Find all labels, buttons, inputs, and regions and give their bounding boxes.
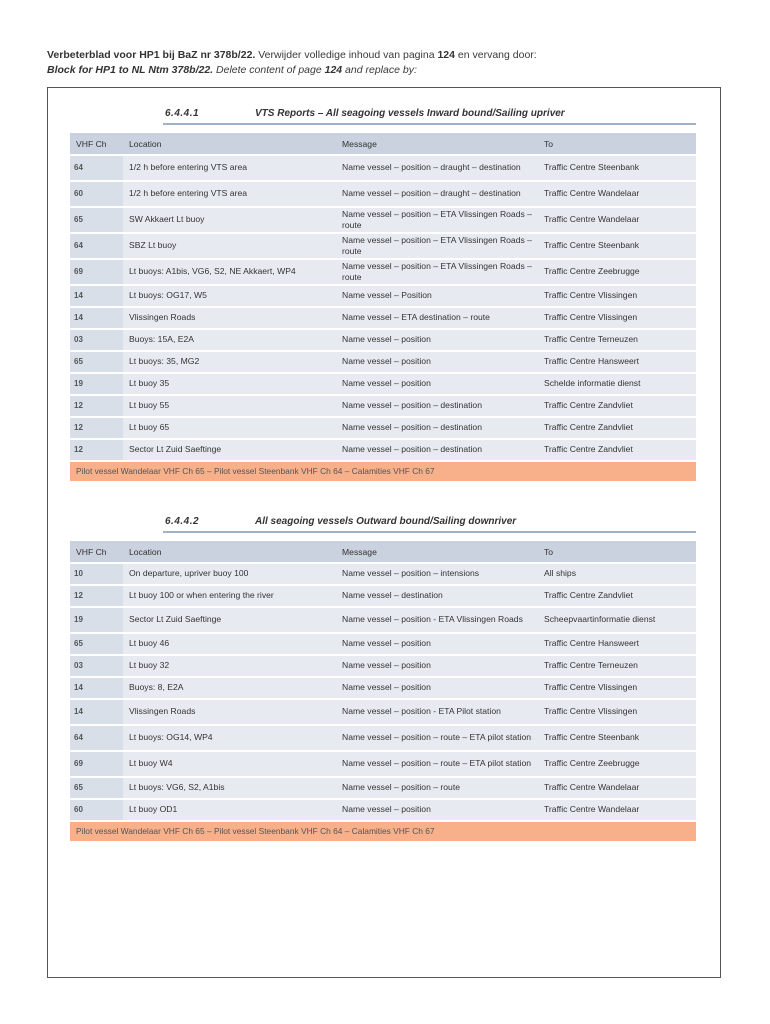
recipient-cell: Traffic Centre Zandvliet <box>538 586 696 608</box>
location-cell: Lt buoy 46 <box>123 634 336 656</box>
recipient-cell: All ships <box>538 564 696 586</box>
message-cell: Name vessel – ETA destination – route <box>336 308 538 330</box>
table-row <box>70 396 696 418</box>
table-row <box>70 440 696 462</box>
section-title-text: All seagoing vessels Outward bound/Sailing downriver <box>255 516 517 527</box>
header-english-text: Delete content of page <box>213 64 325 76</box>
message-cell: Name vessel – position <box>336 656 538 678</box>
recipient-cell: Traffic Centre Wandelaar <box>538 182 696 208</box>
vhf-channel-cell: 14 <box>70 308 123 330</box>
table-row <box>70 608 696 634</box>
recipient-cell: Schelde informatie dienst <box>538 374 696 396</box>
message-cell: Name vessel – position <box>336 374 538 396</box>
location-cell: Lt buoys: OG17, W5 <box>123 286 336 308</box>
recipient-cell: Traffic Centre Hansweert <box>538 352 696 374</box>
message-cell: Name vessel – position – destination <box>336 418 538 440</box>
col-header-to: To <box>538 541 696 564</box>
message-cell: Name vessel – position <box>336 352 538 374</box>
message-cell: Name vessel – position – destination <box>336 440 538 462</box>
table-row <box>70 586 696 608</box>
message-cell: Name vessel – position – draught – destination <box>336 156 538 182</box>
table-row <box>70 182 696 208</box>
table-row <box>70 234 696 260</box>
table-row <box>70 208 696 234</box>
table-row <box>70 374 696 396</box>
recipient-cell: Traffic Centre Terneuzen <box>538 330 696 352</box>
table-row <box>70 778 696 800</box>
vhf-channel-cell: 12 <box>70 440 123 462</box>
vhf-channel-cell: 69 <box>70 260 123 286</box>
header-dutch-end: en vervang door: <box>454 49 537 61</box>
location-cell: Sector Lt Zuid Saeftinge <box>123 440 336 462</box>
table-row <box>70 286 696 308</box>
recipient-cell: Traffic Centre Zandvliet <box>538 440 696 462</box>
location-cell: SBZ Lt buoy <box>123 234 336 260</box>
table-row <box>70 418 696 440</box>
recipient-cell: Traffic Centre Steenbank <box>538 156 696 182</box>
header-english-page: 124 <box>324 64 343 76</box>
table-header-row <box>70 541 696 564</box>
message-cell: Name vessel – position – ETA Vlissingen Roads – route <box>336 260 538 286</box>
header-english-bold: Block for HP1 to NL Ntm 378b/22. <box>47 64 214 76</box>
message-cell: Name vessel – position – route <box>336 778 538 800</box>
pilot-calamities-note: Pilot vessel Wandelaar VHF Ch 65 – Pilot vessel Steenbank VHF Ch 64 – Calamities VHF Ch 67 <box>70 462 696 483</box>
message-cell: Name vessel – position – destination <box>336 396 538 418</box>
recipient-cell: Traffic Centre Zandvliet <box>538 396 696 418</box>
location-cell: On departure, upriver buoy 100 <box>123 564 336 586</box>
location-cell: Lt buoy OD1 <box>123 800 336 822</box>
recipient-cell: Traffic Centre Vlissingen <box>538 678 696 700</box>
recipient-cell: Traffic Centre Wandelaar <box>538 778 696 800</box>
vhf-channel-cell: 60 <box>70 800 123 822</box>
location-cell: 1/2 h before entering VTS area <box>123 182 336 208</box>
vhf-channel-cell: 19 <box>70 608 123 634</box>
vhf-channel-cell: 03 <box>70 330 123 352</box>
message-cell: Name vessel – destination <box>336 586 538 608</box>
vhf-channel-cell: 03 <box>70 656 123 678</box>
col-header-vhf: VHF Ch <box>70 133 123 156</box>
message-cell: Name vessel – position - ETA Pilot station <box>336 700 538 726</box>
vhf-channel-cell: 14 <box>70 286 123 308</box>
col-header-to: To <box>538 133 696 156</box>
table-row <box>70 308 696 330</box>
section-title-inbound <box>163 107 696 125</box>
recipient-cell: Scheepvaartinformatie dienst <box>538 608 696 634</box>
vhf-channel-cell: 12 <box>70 586 123 608</box>
location-cell: Lt buoy 65 <box>123 418 336 440</box>
header-dutch-page: 124 <box>437 49 455 61</box>
message-cell: Name vessel – position – route – ETA pilot station <box>336 752 538 778</box>
table-row <box>70 726 696 752</box>
message-cell: Name vessel – position - ETA Vlissingen Roads <box>336 608 538 634</box>
col-header-location: Location <box>123 133 336 156</box>
recipient-cell: Traffic Centre Steenbank <box>538 234 696 260</box>
recipient-cell: Traffic Centre Zandvliet <box>538 418 696 440</box>
location-cell: Lt buoy W4 <box>123 752 336 778</box>
table-row <box>70 800 696 822</box>
recipient-cell: Traffic Centre Steenbank <box>538 726 696 752</box>
recipient-cell: Traffic Centre Vlissingen <box>538 308 696 330</box>
location-cell: Buoys: 15A, E2A <box>123 330 336 352</box>
vhf-channel-cell: 65 <box>70 352 123 374</box>
location-cell: Lt buoy 55 <box>123 396 336 418</box>
vhf-channel-cell: 14 <box>70 678 123 700</box>
table-row <box>70 656 696 678</box>
location-cell: Sector Lt Zuid Saeftinge <box>123 608 336 634</box>
recipient-cell: Traffic Centre Wandelaar <box>538 208 696 234</box>
vts-outbound-table <box>70 541 696 843</box>
recipient-cell: Traffic Centre Vlissingen <box>538 700 696 726</box>
vhf-channel-cell: 65 <box>70 634 123 656</box>
location-cell: Buoys: 8, E2A <box>123 678 336 700</box>
message-cell: Name vessel – position – route – ETA pilot station <box>336 726 538 752</box>
vhf-channel-cell: 60 <box>70 182 123 208</box>
table-row <box>70 564 696 586</box>
table-row <box>70 352 696 374</box>
header-dutch-text: Verwijder volledige inhoud van pagina <box>255 49 438 61</box>
vhf-channel-cell: 19 <box>70 374 123 396</box>
message-cell: Name vessel – Position <box>336 286 538 308</box>
section-number: 6.4.4.2 <box>165 516 200 527</box>
section-number: 6.4.4.1 <box>165 108 200 119</box>
message-cell: Name vessel – position <box>336 330 538 352</box>
vhf-channel-cell: 64 <box>70 234 123 260</box>
vhf-channel-cell: 14 <box>70 700 123 726</box>
message-cell: Name vessel – position <box>336 678 538 700</box>
header-dutch-bold: Verbeterblad voor HP1 bij BaZ nr 378b/22. <box>47 49 256 61</box>
recipient-cell: Traffic Centre Vlissingen <box>538 286 696 308</box>
header-line-english <box>47 64 417 76</box>
location-cell: SW Akkaert Lt buoy <box>123 208 336 234</box>
section-title-outbound <box>163 515 696 533</box>
pilot-calamities-note: Pilot vessel Wandelaar VHF Ch 65 – Pilot vessel Steenbank VHF Ch 64 – Calamities VHF Ch 67 <box>70 822 696 843</box>
recipient-cell: Traffic Centre Terneuzen <box>538 656 696 678</box>
message-cell: Name vessel – position – intensions <box>336 564 538 586</box>
location-cell: Vlissingen Roads <box>123 308 336 330</box>
location-cell: Lt buoys: OG14, WP4 <box>123 726 336 752</box>
col-header-message: Message <box>336 541 538 564</box>
location-cell: Lt buoys: A1bis, VG6, S2, NE Akkaert, WP4 <box>123 260 336 286</box>
vhf-channel-cell: 65 <box>70 208 123 234</box>
message-cell: Name vessel – position – ETA Vlissingen Roads – route <box>336 208 538 234</box>
col-header-vhf: VHF Ch <box>70 541 123 564</box>
vhf-channel-cell: 64 <box>70 156 123 182</box>
location-cell: Vlissingen Roads <box>123 700 336 726</box>
message-cell: Name vessel – position – draught – destination <box>336 182 538 208</box>
message-cell: Name vessel – position – ETA Vlissingen Roads – route <box>336 234 538 260</box>
message-cell: Name vessel – position <box>336 634 538 656</box>
table-row <box>70 752 696 778</box>
location-cell: Lt buoys: VG6, S2, A1bis <box>123 778 336 800</box>
section-title-text: VTS Reports – All seagoing vessels Inward bound/Sailing upriver <box>255 108 565 119</box>
vts-inbound-table <box>70 133 696 483</box>
table-row <box>70 634 696 656</box>
location-cell: Lt buoy 100 or when entering the river <box>123 586 336 608</box>
vhf-channel-cell: 12 <box>70 396 123 418</box>
table-header-row <box>70 133 696 156</box>
recipient-cell: Traffic Centre Hansweert <box>538 634 696 656</box>
vhf-channel-cell: 10 <box>70 564 123 586</box>
recipient-cell: Traffic Centre Zeebrugge <box>538 260 696 286</box>
vhf-channel-cell: 65 <box>70 778 123 800</box>
table-row <box>70 156 696 182</box>
table-footer-row <box>70 462 696 483</box>
table-footer-row <box>70 822 696 843</box>
table-row <box>70 678 696 700</box>
vhf-channel-cell: 64 <box>70 726 123 752</box>
table-row <box>70 700 696 726</box>
location-cell: 1/2 h before entering VTS area <box>123 156 336 182</box>
location-cell: Lt buoys: 35, MG2 <box>123 352 336 374</box>
location-cell: Lt buoy 32 <box>123 656 336 678</box>
vhf-channel-cell: 69 <box>70 752 123 778</box>
col-header-message: Message <box>336 133 538 156</box>
recipient-cell: Traffic Centre Wandelaar <box>538 800 696 822</box>
col-header-location: Location <box>123 541 336 564</box>
header-line-dutch <box>47 49 537 61</box>
message-cell: Name vessel – position <box>336 800 538 822</box>
vhf-channel-cell: 12 <box>70 418 123 440</box>
recipient-cell: Traffic Centre Zeebrugge <box>538 752 696 778</box>
table-row <box>70 330 696 352</box>
table-row <box>70 260 696 286</box>
header-english-end: and replace by: <box>342 64 417 76</box>
location-cell: Lt buoy 35 <box>123 374 336 396</box>
